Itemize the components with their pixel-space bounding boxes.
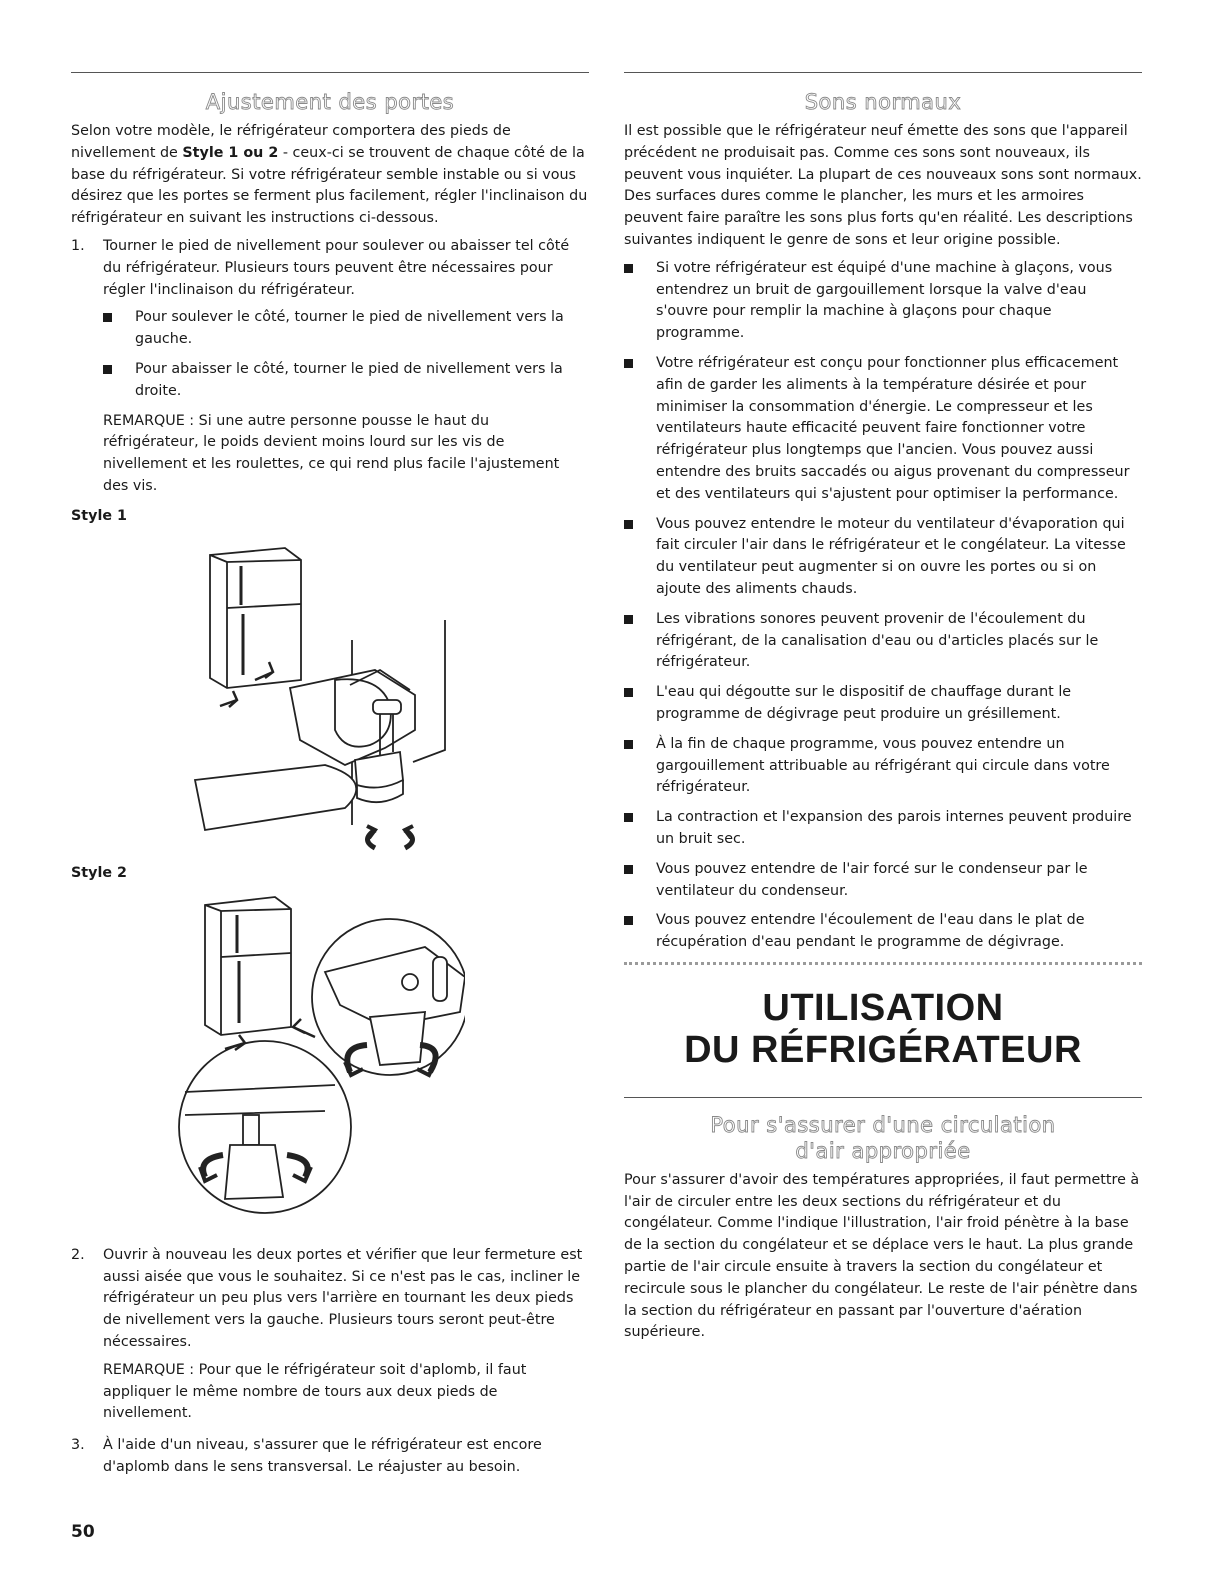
list-item: Les vibrations sonores peuvent provenir de l'écoulement du réfrigérant, de la canalisation d'eau ou d'articles placés sur le réfrigérateur.: [624, 609, 1142, 674]
bullet-square-icon: [624, 264, 633, 273]
sub-bullets: [103, 307, 589, 402]
list-item: Votre réfrigérateur est conçu pour fonctionner plus efficacement afin de garder les aliments à la température désirée et pour minimiser la consommation d'énergie. Le compresseur et les ventilateurs haute efficacité peuvent faire fonctionner votre réfrigérateur plus longtemps que l'ancien. Vous pouvez aussi entendre des bruits saccadés ou aigus provenant du compresseur et des ventilateurs qui s'ajustent pour optimiser la performance.: [624, 353, 1142, 506]
list-item: Si votre réfrigérateur est équipé d'une machine à glaçons, vous entendrez un bruit de gargouillement lorsque la valve d'eau s'ouvre pour remplir la machine à glaçons pour chaque programme.: [624, 258, 1142, 345]
bullet-square-icon: [624, 520, 633, 529]
style1-illustration: [175, 530, 465, 855]
bullet-square-icon: [103, 313, 112, 322]
list-item: L'eau qui dégoutte sur le dispositif de chauffage durant le programme de dégivrage peut produire un grésillement.: [624, 682, 1142, 726]
steps-list-continued: [71, 1245, 589, 1479]
page-number: 50: [71, 1522, 95, 1542]
list-item: Pour abaisser le côté, tourner le pied de nivellement vers la droite.: [103, 359, 589, 403]
step-number: 3.: [71, 1437, 85, 1454]
steps-list: [71, 236, 589, 498]
step-text: À l'aide d'un niveau, s'assurer que le réfrigérateur est encore d'aplomb dans le sens transversal. Le réajuster au besoin.: [103, 1437, 542, 1475]
style2-label: Style 2: [71, 864, 127, 881]
bullet-square-icon: [624, 916, 633, 925]
style2-illustration: [175, 887, 465, 1227]
intro-paragraph: Selon votre modèle, le réfrigérateur comportera des pieds de nivellement de Style 1 ou 2 - ceux-ci se trouvent de chaque côté de la base du réfrigérateur. Si votre réfrigérateur semble instable ou si vous désirez que les portes se ferment plus facilement, régler l'inclinaison du réfrigérateur en suivant les instructions ci-dessous.: [71, 123, 588, 227]
section-title-air-circulation: Pour s'assurer d'une circulation d'air appropriée: [710, 1112, 1056, 1163]
section-rule: [624, 72, 1142, 73]
step-3: [71, 1435, 589, 1479]
note-1: REMARQUE : Si une autre personne pousse le haut du réfrigérateur, le poids devient moins lourd sur les vis de nivellement et les roulettes, ce qui rend plus facile l'ajustement des vis.: [103, 412, 560, 494]
section-rule: [624, 1097, 1142, 1098]
sounds-intro: Il est possible que le réfrigérateur neuf émette des sons que l'appareil précédent ne produisait pas. Comme ces sons sont nouveaux, ils peuvent vous inquiéter. La plupart de ces nouveaux sons sont normaux. Des surfaces dures comme le plancher, les murs et les armoires peuvent faire paraître les sons plus forts qu'en réalité. Les descriptions suivantes indiquent le genre de sons et leur origine possible.: [624, 123, 1142, 248]
chapter-title: UTILISATION DU RÉFRIGÉRATEUR: [684, 986, 1082, 1071]
step-2: [71, 1245, 589, 1425]
list-item: La contraction et l'expansion des parois internes peuvent produire un bruit sec.: [624, 807, 1142, 851]
right-column: [624, 72, 1142, 1348]
bullet-square-icon: [624, 688, 633, 697]
list-item: Pour soulever le côté, tourner le pied de nivellement vers la gauche.: [103, 307, 589, 351]
section-title-door-adjust: Ajustement des portes: [205, 90, 455, 114]
sounds-bullets: [624, 258, 1142, 954]
section-rule: [71, 72, 589, 73]
list-item: Vous pouvez entendre le moteur du ventilateur d'évaporation qui fait circuler l'air dans le réfrigérateur et le congélateur. La vitesse du ventilateur peut augmenter si on ouvre les portes ou si on ajoute des aliments chauds.: [624, 514, 1142, 601]
bullet-square-icon: [624, 615, 633, 624]
step-number: 1.: [71, 237, 85, 254]
bullet-square-icon: [624, 740, 633, 749]
list-item: À la fin de chaque programme, vous pouvez entendre un gargouillement attribuable au réfrigérant qui circule dans votre réfrigérateur.: [624, 734, 1142, 799]
step-1: [71, 236, 589, 498]
step-text: Ouvrir à nouveau les deux portes et vérifier que leur fermeture est aussi aisée que vous le souhaitez. Si ce n'est pas le cas, incliner le réfrigérateur un peu plus vers l'arrière en tournant les deux pieds de nivellement vers la gauche. Plusieurs tours seront peut-être nécessaires.: [103, 1246, 583, 1350]
list-item: Vous pouvez entendre de l'air forcé sur le condenseur par le ventilateur du condenseur.: [624, 859, 1142, 903]
step-number: 2.: [71, 1246, 85, 1263]
list-item: Vous pouvez entendre l'écoulement de l'eau dans le plat de récupération d'eau pendant le programme de dégivrage.: [624, 910, 1142, 954]
bullet-square-icon: [624, 359, 633, 368]
left-column: [71, 72, 589, 1485]
bullet-square-icon: [103, 365, 112, 374]
bullet-square-icon: [624, 813, 633, 822]
style1-label: Style 1: [71, 507, 127, 524]
dotted-divider: [624, 962, 1142, 965]
step-text: Tourner le pied de nivellement pour soulever ou abaisser tel côté du réfrigérateur. Plusieurs tours peuvent être nécessaires pour régler l'inclinaison du réfrigérateur.: [103, 237, 570, 298]
air-circulation-paragraph: Pour s'assurer d'avoir des températures appropriées, il faut permettre à l'air de circuler entre les deux sections du réfrigérateur et du congélateur. Comme l'indique l'illustration, l'air froid pénètre à la base de la section du congélateur et se déplace vers le haut. La plus grande partie de l'air circule ensuite à travers la section du congélateur et recircule sous le plancher du congélateur. Le reste de l'air pénètre dans la section du réfrigérateur en passant par l'ouverture d'aération supérieure.: [624, 1171, 1140, 1341]
note-2: REMARQUE : Pour que le réfrigérateur soit d'aplomb, il faut appliquer le même nombre de tours aux deux pieds de nivellement.: [103, 1361, 527, 1422]
bullet-square-icon: [624, 865, 633, 874]
section-title-normal-sounds: Sons normaux: [804, 90, 962, 114]
